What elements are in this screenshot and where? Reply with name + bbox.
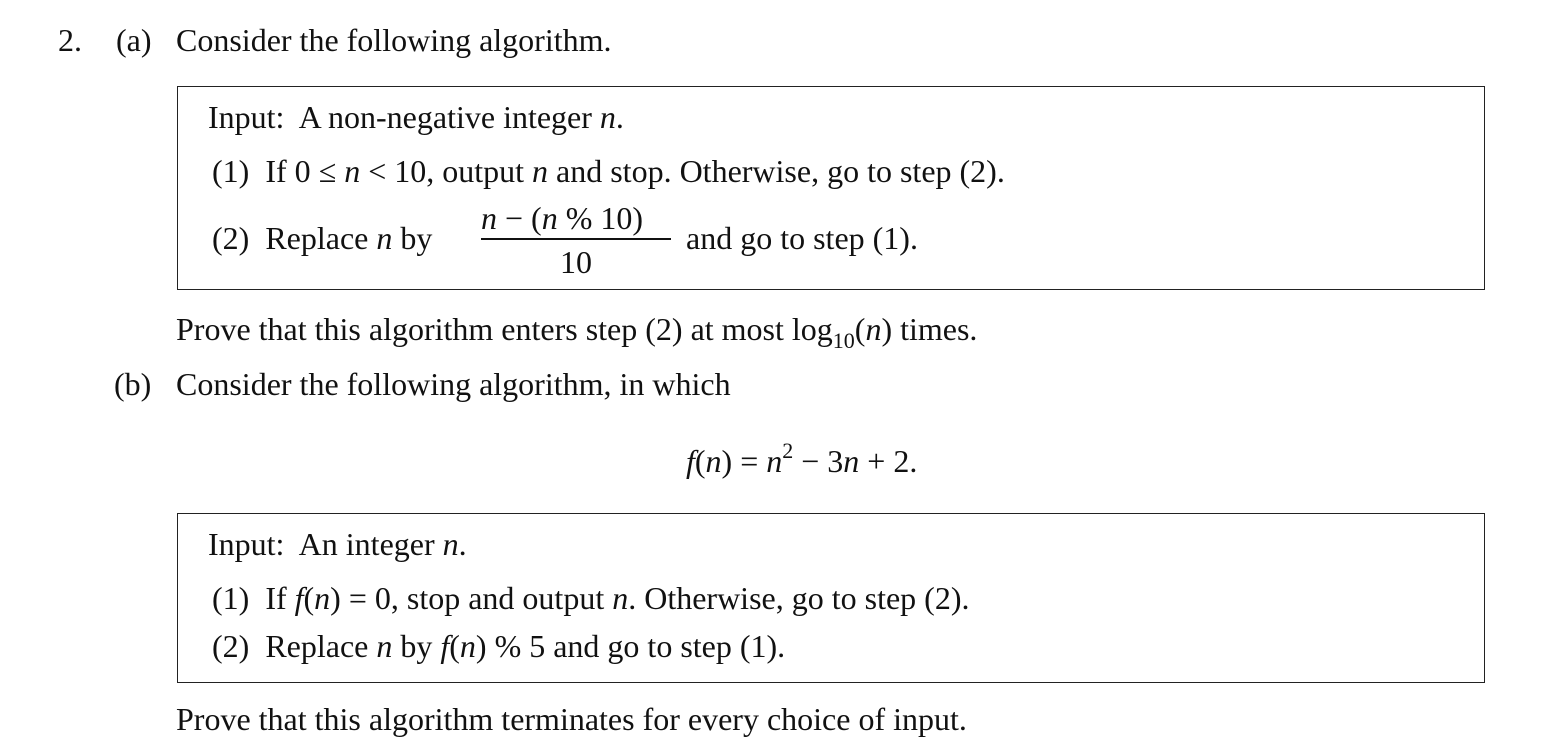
eq-n3: n	[843, 443, 860, 479]
fraction-bar	[481, 238, 671, 240]
algo-a-step2-text-b: by	[400, 220, 433, 256]
algo-b-input-prefix: Input:	[208, 526, 285, 562]
algo-a-step2-text-a: Replace	[265, 220, 369, 256]
algo-a-step2-var: n	[376, 220, 393, 256]
algo-b-step1-label: (1)	[212, 580, 250, 616]
frac-num-d: % 10)	[557, 200, 644, 236]
algo-a-input-line	[208, 101, 624, 133]
fraction-numerator	[481, 202, 643, 234]
frac-num-c: n	[541, 200, 558, 236]
algo-a-step1-var2: n	[532, 153, 549, 189]
part-a-label: (a)	[116, 22, 152, 58]
algo-a-step1-var1: n	[344, 153, 361, 189]
algo-b-step1-text-c: . Otherwise, go to step (2).	[628, 580, 970, 616]
algo-b-step2-text-a: Replace	[265, 628, 369, 664]
algo-a-step1	[212, 155, 1005, 187]
frac-num-b: − (	[497, 200, 542, 236]
eq-n2: n	[766, 443, 783, 479]
algo-a-step1-text-c: and stop. Otherwise, go to step (2).	[556, 153, 1005, 189]
algo-b-input-text: An integer	[298, 526, 435, 562]
prove-a-subscript: 10	[832, 328, 855, 353]
prove-a-end: ) times.	[881, 311, 978, 347]
algo-b-input-line	[208, 528, 467, 560]
algo-b-step1	[212, 582, 969, 614]
eq-n1: n	[705, 443, 722, 479]
algo-b-step2-f: f	[440, 628, 450, 664]
algo-a-step1-label: (1)	[212, 153, 250, 189]
algo-b-step2-text-b: by	[400, 628, 433, 664]
equation-f	[686, 438, 918, 479]
fraction-denominator: 10	[560, 244, 592, 280]
algo-a-input-var: n	[599, 99, 616, 135]
eq-d: + 2.	[859, 443, 918, 479]
eq-f: f	[686, 443, 695, 479]
algo-a-step2-label: (2)	[212, 220, 250, 256]
problem-number: 2.	[58, 22, 82, 58]
eq-b: ) =	[721, 443, 767, 479]
part-b-intro: Consider the following algorithm, in which	[176, 366, 731, 402]
part-b-prove: Prove that this algorithm terminates for every choice of input.	[176, 701, 967, 737]
part-a-intro: Consider the following algorithm.	[176, 22, 612, 58]
algo-b-step2-text-c: ) % 5 and go to step (1).	[475, 628, 786, 664]
prove-a-paren: (	[854, 311, 866, 347]
algo-a-step2-left	[212, 222, 432, 254]
eq-c: − 3	[793, 443, 844, 479]
eq-sup: 2	[782, 438, 794, 463]
algo-b-step2	[212, 630, 785, 662]
algo-b-step1-paren: (	[303, 580, 315, 616]
algo-b-step2-n2: n	[459, 628, 476, 664]
algo-b-step2-label: (2)	[212, 628, 250, 664]
algo-a-input-end: .	[615, 99, 624, 135]
algo-b-step1-text-a: If	[265, 580, 287, 616]
algo-b-step1-text-b: ) = 0, stop and output	[330, 580, 605, 616]
algo-b-step2-paren: (	[449, 628, 460, 664]
frac-num-a: n	[481, 200, 497, 236]
algo-b-input-end: .	[458, 526, 467, 562]
algo-b-step2-n: n	[376, 628, 393, 664]
prove-a-var: n	[865, 311, 882, 347]
part-a-prove	[176, 311, 978, 353]
algo-a-step1-text-b: < 10, output	[368, 153, 525, 189]
eq-a: (	[694, 443, 706, 479]
algo-a-step2-text-c: and go to step (1).	[686, 220, 918, 256]
part-b-label: (b)	[114, 366, 152, 402]
algo-b-step1-f: f	[294, 580, 304, 616]
algo-b-step1-n: n	[314, 580, 331, 616]
algo-b-input-var: n	[442, 526, 459, 562]
prove-a-text: Prove that this algorithm enters step (2) at most log	[176, 311, 833, 347]
algo-a-input-prefix: Input:	[208, 99, 285, 135]
algo-a-step1-text-a: If 0 ≤	[265, 153, 337, 189]
algo-b-step1-n2: n	[612, 580, 629, 616]
algo-a-input-text: A non-negative integer	[298, 99, 592, 135]
